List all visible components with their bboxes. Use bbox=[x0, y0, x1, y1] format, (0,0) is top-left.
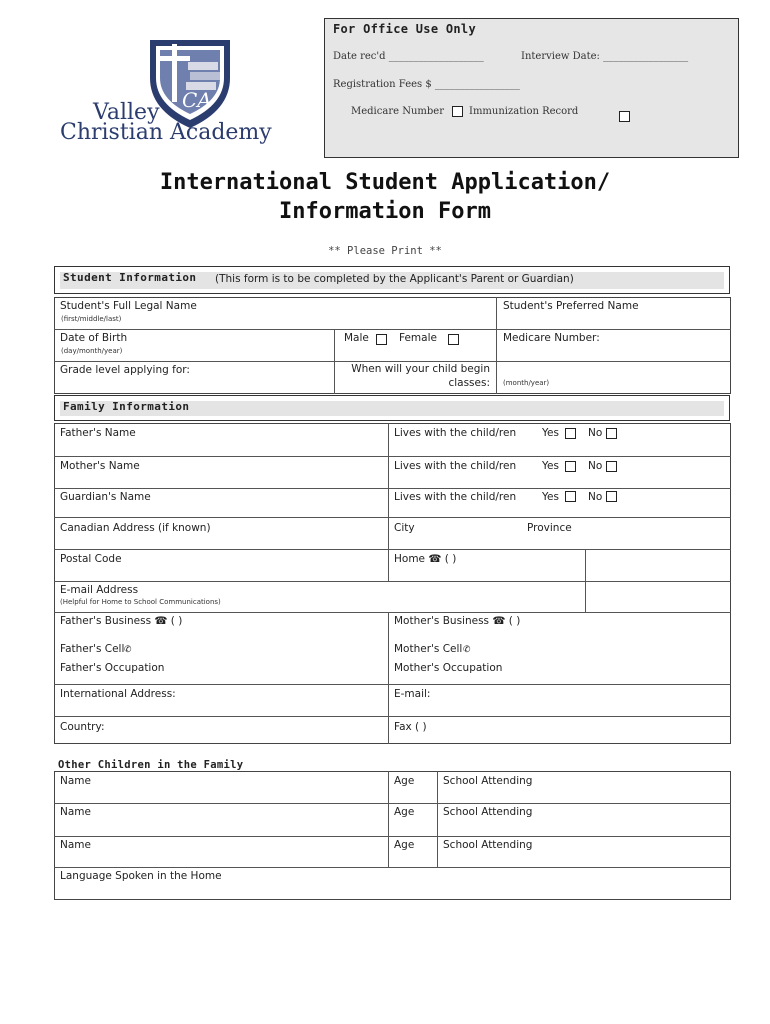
child1-school-label: School Attending bbox=[443, 775, 533, 787]
mother-business-phone-label: Mother's Business ☎ ( ) bbox=[394, 615, 521, 627]
mother-yes-checkbox[interactable] bbox=[565, 461, 576, 472]
child3-age-label: Age bbox=[394, 839, 415, 851]
home-phone-label: Home ☎ ( ) bbox=[394, 553, 457, 565]
please-print-note: ** Please Print ** bbox=[328, 245, 442, 257]
child3-name-label: Name bbox=[60, 839, 91, 851]
preferred-name-input[interactable] bbox=[498, 312, 729, 328]
female-label: Female bbox=[399, 332, 437, 344]
mother-no-label: No bbox=[588, 460, 603, 472]
family-info-title: Family Information bbox=[63, 400, 190, 413]
full-legal-name-input[interactable] bbox=[56, 312, 494, 328]
child1-name-label: Name bbox=[60, 775, 91, 787]
guardian-yes-checkbox[interactable] bbox=[565, 491, 576, 502]
guardian-no-label: No bbox=[588, 491, 603, 503]
other-children-title: Other Children in the Family bbox=[58, 759, 244, 771]
mother-no-checkbox[interactable] bbox=[606, 461, 617, 472]
cell-phone-icon: ✆ bbox=[463, 645, 471, 655]
email-label: E-mail: bbox=[394, 688, 431, 700]
province-label: Province bbox=[527, 522, 572, 534]
full-legal-name-label: Student's Full Legal Name bbox=[60, 300, 197, 312]
male-checkbox[interactable] bbox=[376, 334, 387, 345]
canadian-address-label: Canadian Address (if known) bbox=[60, 522, 211, 534]
child2-age-label: Age bbox=[394, 806, 415, 818]
office-use-box bbox=[324, 18, 739, 158]
child2-school-label: School Attending bbox=[443, 806, 533, 818]
mother-name-label: Mother's Name bbox=[60, 460, 140, 472]
mother-cell-label: Mother's Cell bbox=[394, 643, 463, 655]
logo-monogram: CA bbox=[182, 88, 212, 112]
dob-hint: (day/month/year) bbox=[61, 347, 123, 355]
postal-code-label: Postal Code bbox=[60, 553, 122, 565]
child2-name-label: Name bbox=[60, 806, 91, 818]
registration-fees-field[interactable]: Registration Fees $ _________________ bbox=[333, 79, 520, 90]
date-received-field[interactable]: Date rec'd ___________________ bbox=[333, 51, 484, 62]
shield-crest-icon bbox=[148, 38, 232, 130]
family-info-header bbox=[54, 395, 730, 421]
logo-text-line1: Valley bbox=[93, 100, 160, 125]
office-medicare-label: Medicare Number bbox=[351, 106, 444, 117]
father-yes-label: Yes bbox=[542, 427, 559, 439]
child3-school-label: School Attending bbox=[443, 839, 533, 851]
date-of-birth-label: Date of Birth bbox=[60, 332, 128, 344]
student-info-note: (This form is to be completed by the Applicant's Parent or Guardian) bbox=[215, 273, 574, 285]
email-address-label: E-mail Address bbox=[60, 584, 139, 596]
mother-yes-label: Yes bbox=[542, 460, 559, 472]
preferred-name-label: Student's Preferred Name bbox=[503, 300, 639, 312]
mother-occupation-label: Mother's Occupation bbox=[394, 662, 503, 674]
email-hint: (Helpful for Home to School Communications) bbox=[60, 598, 221, 606]
international-address-label: International Address: bbox=[60, 688, 176, 700]
female-checkbox[interactable] bbox=[448, 334, 459, 345]
father-lives-with-label: Lives with the child/ren bbox=[394, 427, 517, 439]
school-logo bbox=[148, 38, 232, 130]
cell-phone-icon: ✆ bbox=[124, 645, 132, 655]
father-occupation-label: Father's Occupation bbox=[60, 662, 165, 674]
father-name-label: Father's Name bbox=[60, 427, 136, 439]
father-yes-checkbox[interactable] bbox=[565, 428, 576, 439]
logo-text-line2: Christian Academy bbox=[60, 120, 272, 145]
full-name-hint: (first/middle/last) bbox=[61, 315, 122, 323]
begin-classes-label-line1: When will your child begin bbox=[351, 363, 490, 375]
male-label: Male bbox=[344, 332, 369, 344]
language-spoken-label: Language Spoken in the Home bbox=[60, 870, 222, 882]
immunization-record-checkbox[interactable] bbox=[619, 111, 630, 122]
father-business-phone-label: Father's Business ☎ ( ) bbox=[60, 615, 183, 627]
medicare-number-label: Medicare Number: bbox=[503, 332, 600, 344]
father-no-checkbox[interactable] bbox=[606, 428, 617, 439]
month-year-hint: (month/year) bbox=[503, 379, 550, 387]
guardian-lives-with-label: Lives with the child/ren bbox=[394, 491, 517, 503]
student-info-title: Student Information bbox=[63, 271, 197, 284]
office-use-title: For Office Use Only bbox=[333, 22, 476, 36]
office-medicare-checkbox[interactable] bbox=[452, 106, 463, 117]
guardian-yes-label: Yes bbox=[542, 491, 559, 503]
father-cell-label: Father's Cell bbox=[60, 643, 125, 655]
immunization-record-label: Immunization Record bbox=[469, 106, 579, 117]
form-title-line1: International Student Application/ bbox=[159, 170, 611, 195]
fax-label: Fax ( ) bbox=[394, 721, 427, 733]
guardian-name-label: Guardian's Name bbox=[60, 491, 151, 503]
guardian-no-checkbox[interactable] bbox=[606, 491, 617, 502]
grade-level-label: Grade level applying for: bbox=[60, 364, 190, 376]
interview-date-field[interactable]: Interview Date: _________________ bbox=[521, 51, 689, 62]
student-info-header bbox=[54, 266, 730, 294]
child1-age-label: Age bbox=[394, 775, 415, 787]
country-label: Country: bbox=[60, 721, 105, 733]
city-label: City bbox=[394, 522, 415, 534]
father-no-label: No bbox=[588, 427, 603, 439]
form-title-line2: Information Form bbox=[279, 199, 491, 224]
mother-lives-with-label: Lives with the child/ren bbox=[394, 460, 517, 472]
begin-classes-label-line2: classes: bbox=[448, 377, 490, 389]
